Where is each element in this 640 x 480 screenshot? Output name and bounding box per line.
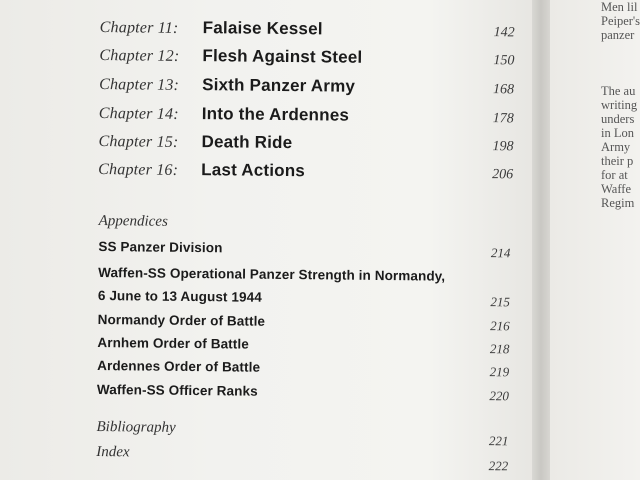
appendix-page: 216: [490, 318, 510, 334]
right-page-line: writing: [601, 98, 638, 112]
appendix-title: Arnhem Order of Battle: [97, 335, 249, 352]
right-page-text-block2: [601, 84, 637, 210]
right-page-line: Men lil: [601, 0, 638, 14]
appendix-title: Normandy Order of Battle: [97, 312, 266, 329]
chapter-page: 198: [492, 139, 514, 155]
right-page: [550, 0, 640, 480]
right-page-line: Waffe: [601, 182, 631, 196]
appendix-title: SS Panzer Division: [98, 239, 223, 256]
chapter-label: Chapter 16:: [98, 161, 179, 179]
right-page-line: Peiper's: [601, 14, 640, 28]
index-label: Index: [96, 444, 130, 461]
appendix-page: 215: [490, 294, 510, 310]
chapter-title: Last Actions: [201, 160, 306, 181]
chapter-row: [0, 132, 534, 162]
right-page-line: panzer: [601, 28, 635, 42]
right-page-line: for at: [601, 168, 628, 182]
chapter-row: [0, 46, 534, 76]
chapter-row: [0, 18, 535, 48]
right-page-line: Regim: [601, 196, 635, 210]
chapter-label: Chapter 14:: [98, 105, 179, 123]
chapter-label: Chapter 15:: [98, 133, 179, 151]
chapter-row: [0, 75, 534, 105]
chapter-page: 206: [492, 167, 514, 183]
chapter-page: 150: [493, 53, 515, 69]
chapter-page: 178: [492, 111, 514, 127]
chapter-title: Into the Ardennes: [201, 104, 350, 125]
chapter-label: Chapter 13:: [99, 76, 180, 94]
chapter-title: Flesh Against Steel: [202, 46, 363, 67]
appendix-page: 218: [489, 341, 510, 357]
appendix-title: Ardennes Order of Battle: [97, 358, 261, 375]
right-page-line: in Lon: [601, 126, 634, 140]
appendix-title-line1: Waffen-SS Operational Panzer Strength in Normandy,: [98, 265, 446, 284]
appendix-title: Waffen-SS Officer Ranks: [96, 382, 258, 399]
chapter-row: [0, 104, 534, 134]
chapter-title: Sixth Panzer Army: [202, 75, 356, 96]
chapter-label: Chapter 11:: [99, 19, 179, 37]
right-page-text-block1: [601, 0, 640, 42]
right-page-line: unders: [601, 112, 635, 126]
appendix-page: 214: [490, 245, 511, 261]
appendices-heading: Appendices: [98, 213, 168, 230]
right-page-line: Army: [601, 140, 631, 154]
right-page-line: The au: [601, 84, 636, 98]
chapter-page: 142: [493, 25, 515, 41]
appendix-title-line2: 6 June to 13 August 1944: [97, 288, 262, 305]
right-page-line: their p: [601, 154, 634, 168]
bibliography-page: 221: [488, 433, 509, 449]
bibliography-label: Bibliography: [96, 419, 176, 436]
chapter-page: 168: [493, 82, 515, 98]
appendix-row: [0, 238, 532, 268]
appendix-page: 220: [489, 388, 509, 404]
chapter-label: Chapter 12:: [99, 47, 180, 65]
appendix-row: [0, 381, 531, 411]
index-page: 222: [488, 458, 509, 474]
chapter-row: [0, 160, 533, 190]
chapter-title: Falaise Kessel: [202, 18, 323, 39]
appendix-page: 219: [489, 364, 510, 380]
backmatter-row: [0, 443, 530, 473]
chapter-title: Death Ride: [201, 132, 293, 153]
